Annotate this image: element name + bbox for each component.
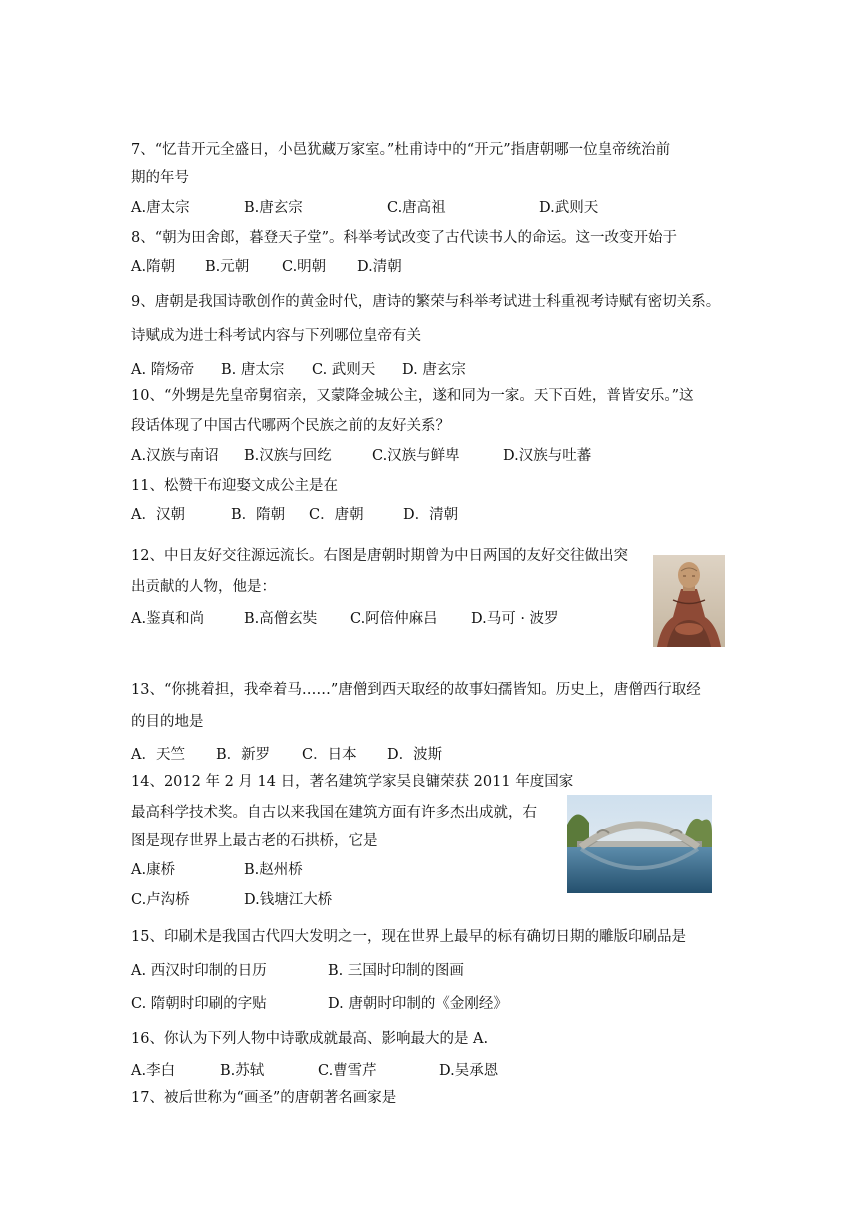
question-13-option-c: C．日本	[302, 747, 357, 763]
question-9-stem-line-1: 9、唐朝是我国诗歌创作的黄金时代，唐诗的繁荣与科举考试进士科重视考诗赋有密切关系。	[131, 294, 721, 310]
question-9-stem-line-2: 诗赋成为进士科考试内容与下列哪位皇帝有关	[131, 328, 421, 344]
question-12-stem-line-1: 12、中日友好交往源远流长。右图是唐朝时期曾为中日两国的友好交往做出突	[131, 548, 628, 564]
question-14-option-c: C.卢沟桥	[131, 892, 190, 908]
question-7-stem-line-1: 7、“忆昔开元全盛日，小邑犹藏万家室。”杜甫诗中的“开元”指唐朝哪一位皇帝统治前	[131, 142, 671, 158]
question-9-option-c: C. 武则天	[312, 362, 376, 378]
question-15-option-c: C. 隋朝时印刷的字贴	[131, 996, 267, 1012]
question-12-option-c: C.阿倍仲麻吕	[350, 611, 438, 627]
question-10-option-a: A.汉族与南诏	[131, 448, 219, 464]
question-12-stem-line-2: 出贡献的人物，他是：	[131, 579, 276, 595]
question-12-option-a: A.鉴真和尚	[131, 611, 205, 627]
question-17-stem-line-1: 17、被后世称为“画圣”的唐朝著名画家是	[131, 1090, 397, 1106]
question-7-stem-line-2: 期的年号	[131, 170, 189, 186]
question-15-option-d: D. 唐朝时印制的《金刚经》	[328, 996, 508, 1012]
stone-arch-bridge-image	[567, 795, 712, 893]
question-11-option-a: A．汉朝	[131, 507, 185, 523]
question-8-option-c: C.明朝	[282, 259, 327, 275]
question-15-option-b: B. 三国时印制的图画	[328, 963, 464, 979]
question-16-option-b: B.苏轼	[220, 1063, 265, 1079]
question-11-option-d: D．清朝	[403, 507, 459, 523]
question-14-option-a: A.康桥	[131, 862, 176, 878]
question-16-option-c: C.曹雪芹	[318, 1063, 377, 1079]
question-7-option-a: A.唐太宗	[131, 200, 190, 216]
question-11-stem-line-1: 11、松赞干布迎娶文成公主是在	[131, 478, 338, 494]
question-14-option-d: D.钱塘江大桥	[244, 892, 333, 908]
question-9-option-d: D. 唐玄宗	[402, 362, 466, 378]
question-10-stem-line-2: 段话体现了中国古代哪两个民族之前的友好关系？	[131, 418, 450, 434]
question-15-option-a: A. 西汉时印制的日历	[131, 963, 267, 979]
question-7-option-c: C.唐高祖	[387, 200, 446, 216]
question-13-stem-line-1: 13、“你挑着担，我牵着马……”唐僧到西天取经的故事妇孺皆知。历史上，唐僧西行取经	[131, 682, 701, 698]
monk-statue-image	[653, 555, 725, 647]
question-14-stem-line-2: 最高科学技术奖。自古以来我国在建筑方面有许多杰出成就，右	[131, 805, 537, 821]
question-13-stem-line-2: 的目的地是	[131, 714, 204, 730]
question-10-option-b: B.汉族与回纥	[244, 448, 332, 464]
question-8-option-a: A.隋朝	[131, 259, 176, 275]
question-12-option-d: D.马可 · 波罗	[471, 611, 559, 627]
question-13-option-a: A．天竺	[131, 747, 185, 763]
question-9-option-a: A. 隋炀帝	[131, 362, 195, 378]
question-13-option-d: D．波斯	[387, 747, 443, 763]
question-13-option-b: B．新罗	[216, 747, 271, 763]
question-16-option-a: A.李白	[131, 1063, 176, 1079]
question-11-option-c: C．唐朝	[309, 507, 364, 523]
question-8-option-d: D.清朝	[357, 259, 402, 275]
question-16-option-d: D.吴承恩	[439, 1063, 499, 1079]
question-8-option-b: B.元朝	[205, 259, 250, 275]
question-9-option-b: B. 唐太宗	[221, 362, 285, 378]
question-11-option-b: B．隋朝	[231, 507, 286, 523]
question-14-option-b: B.赵州桥	[244, 862, 303, 878]
question-10-option-d: D.汉族与吐蕃	[503, 448, 592, 464]
question-14-stem-line-1: 14、2012 年 2 月 14 日，著名建筑学家吴良镛荣获 2011 年度国家	[131, 774, 574, 790]
question-10-option-c: C.汉族与鲜卑	[372, 448, 460, 464]
question-14-stem-line-3: 图是现存世界上最古老的石拱桥，它是	[131, 833, 378, 849]
question-8-stem-line-1: 8、“朝为田舍郎，暮登天子堂”。科举考试改变了古代读书人的命运。这一改变开始于	[131, 230, 678, 246]
question-16-stem-line-1: 16、你认为下列人物中诗歌成就最高、影响最大的是 A.	[131, 1031, 489, 1047]
question-10-stem-line-1: 10、“外甥是先皇帝舅宿亲，又蒙降金城公主，遂和同为一家。天下百姓，普皆安乐。”这	[131, 388, 694, 404]
question-15-stem-line-1: 15、印刷术是我国古代四大发明之一，现在世界上最早的标有确切日期的雕版印刷品是	[131, 929, 686, 945]
question-7-option-d: D.武则天	[539, 200, 599, 216]
question-7-option-b: B.唐玄宗	[244, 200, 303, 216]
question-12-option-b: B.高僧玄奘	[244, 611, 318, 627]
